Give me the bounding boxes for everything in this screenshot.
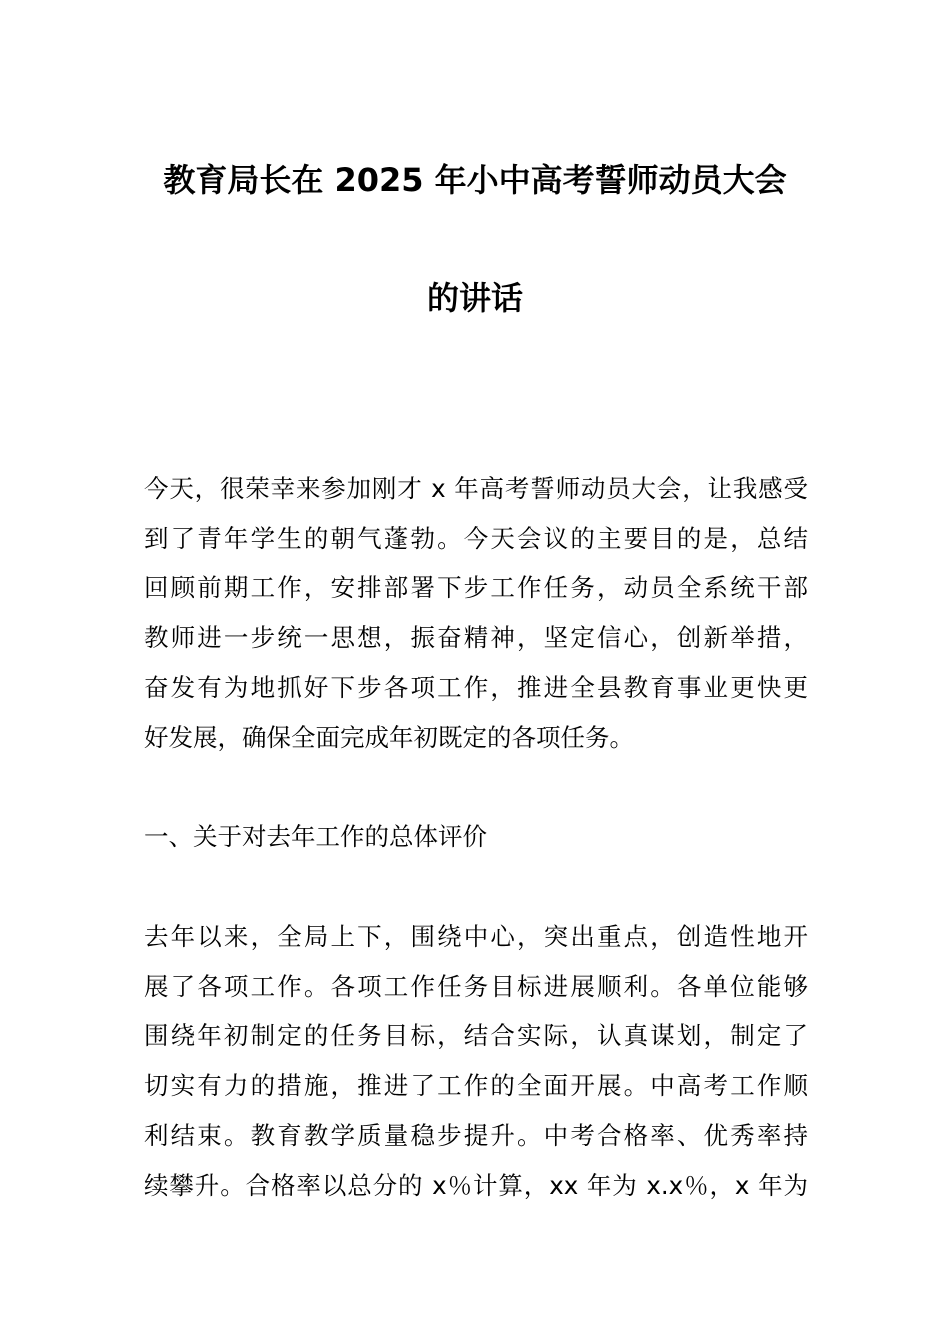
paragraph-line: 展了各项工作。各项工作任务目标进展顺利。各单位能够 <box>144 971 808 1001</box>
paragraph-line: 围绕年初制定的任务目标，结合实际，认真谋划，制定了 <box>144 1021 808 1051</box>
document-title-line-1: 教育局长在 2025 年小中高考誓师动员大会 <box>163 161 787 199</box>
section-heading <box>144 812 808 862</box>
section-heading-text: 一、关于对去年工作的总体评价 <box>144 822 487 851</box>
paragraph-line: 今天，很荣幸来参加刚才 x 年高考誓师动员大会，让我感受 <box>144 474 808 503</box>
paragraph-line: 去年以来，全局上下，围绕中心，突出重点，创造性地开 <box>144 922 808 951</box>
paragraph-line: 教师进一步统一思想，振奋精神，坚定信心，创新举措， <box>144 623 808 653</box>
document-title-line-2: 的讲话 <box>426 279 523 317</box>
body-paragraph <box>144 912 808 1210</box>
paragraph-line: 奋发有为地抓好下步各项工作，推进全县教育事业更快更 <box>144 672 808 702</box>
paragraph-line: 回顾前期工作，安排部署下步工作任务，动员全系统干部 <box>144 573 808 603</box>
paragraph-line: 好发展，确保全面完成年初既定的各项任务。 <box>144 722 634 752</box>
paragraph-line: 切实有力的措施，推进了工作的全面开展。中高考工作顺 <box>144 1071 808 1101</box>
intro-paragraph <box>144 464 808 762</box>
paragraph-line: 利结束。教育教学质量稳步提升。中考合格率、优秀率持 <box>144 1120 808 1150</box>
paragraph-line: 到了青年学生的朝气蓬勃。今天会议的主要目的是，总结 <box>144 523 808 553</box>
paragraph-line: 续攀升。合格率以总分的 x％计算，xx 年为 x.x％，x 年为 <box>144 1170 808 1200</box>
